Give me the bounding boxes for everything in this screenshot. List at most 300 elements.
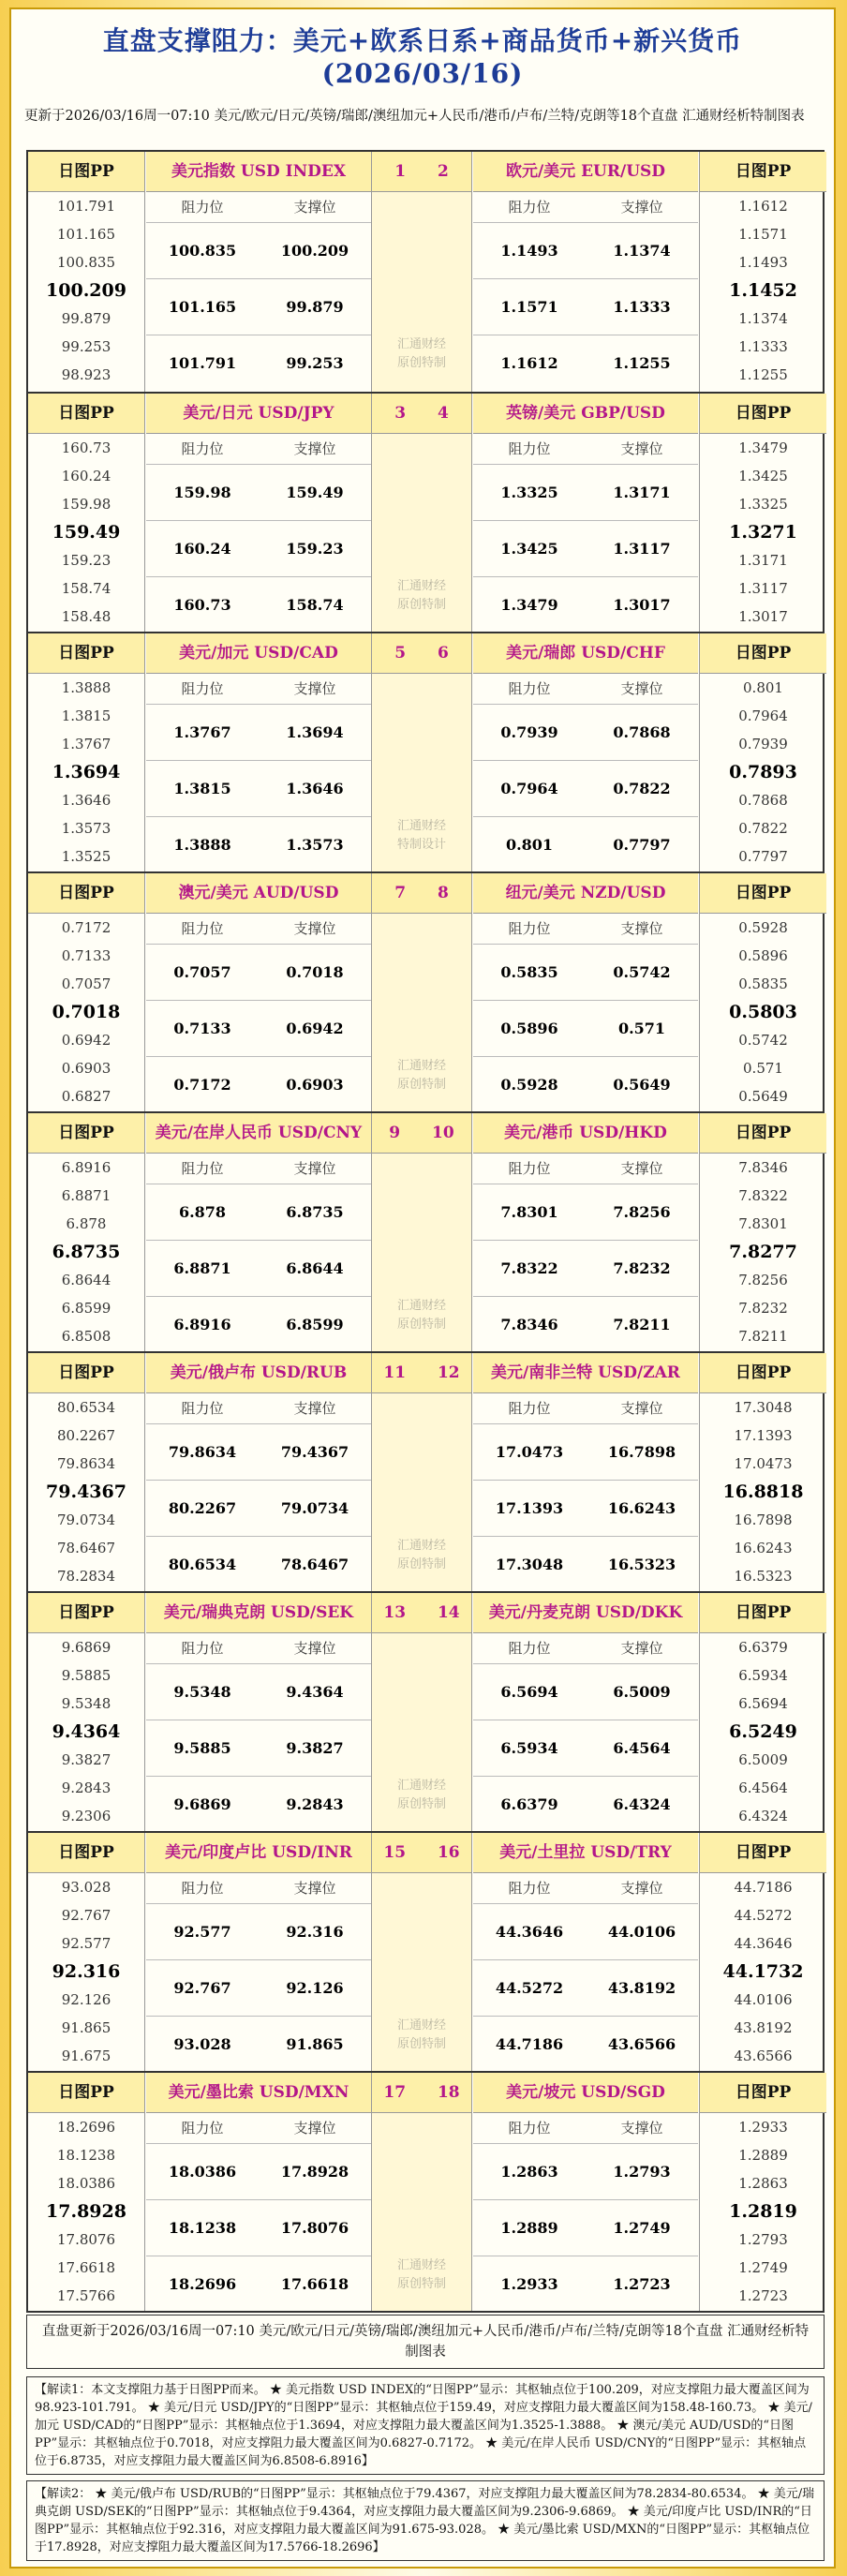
resistance-value: 18.2696 [168, 2275, 237, 2293]
support-value: 17.8076 [280, 2219, 349, 2237]
column-headers [146, 1393, 371, 1424]
pp-value: 91.865 [61, 2019, 111, 2036]
footer [26, 2315, 825, 2561]
pair-name: 美元/印度卢比 USD/INR [146, 1833, 371, 1873]
resistance-value: 1.2933 [500, 2275, 558, 2293]
pp-value: 1.3573 [61, 820, 111, 837]
pp-value: 1.2863 [738, 2175, 788, 2192]
pair-name: 美元/港币 USD/HKD [473, 1113, 698, 1154]
support-value: 17.8928 [280, 2163, 349, 2181]
pp-value: 101.791 [56, 198, 116, 215]
pp-value: 17.1393 [734, 1427, 793, 1444]
support-value: 79.0734 [280, 1499, 349, 1517]
support-value: 6.8644 [286, 1259, 344, 1277]
pair-table-right [473, 1833, 698, 2071]
pp-column-right [699, 152, 826, 392]
level-row [473, 705, 698, 761]
pp-value: 44.7186 [734, 1879, 793, 1896]
resistance-header: 阻力位 [508, 1160, 551, 1177]
level-row [146, 1241, 371, 1297]
pp-value: 0.6827 [61, 1088, 111, 1105]
support-value: 0.7822 [613, 780, 671, 797]
resistance-header: 阻力位 [508, 920, 551, 937]
pp-value: 1.1612 [738, 198, 788, 215]
level-row [473, 2256, 698, 2312]
level-row [146, 705, 371, 761]
block-number-right: 10 [432, 1124, 454, 1142]
pp-value: 9.2843 [61, 1779, 111, 1796]
support-value: 159.23 [286, 540, 344, 558]
pp-value: 1.1255 [738, 366, 788, 383]
pp-value: 43.8192 [734, 2019, 793, 2036]
pp-value: 0.7172 [61, 919, 111, 936]
level-row [146, 465, 371, 521]
pp-header: 日图PP [28, 1593, 144, 1633]
support-value: 0.7018 [286, 963, 344, 981]
pair-table-left [146, 394, 371, 632]
pair-name: 美元/瑞典克朗 USD/SEK [146, 1593, 371, 1633]
pp-value: 1.2889 [738, 2147, 788, 2164]
pp-value: 1.1571 [738, 226, 788, 243]
support-value: 0.5742 [613, 963, 671, 981]
level-row [473, 1664, 698, 1720]
pp-column-left [28, 394, 145, 632]
pair-table-left [146, 2073, 371, 2311]
column-headers [473, 1393, 698, 1424]
level-row [146, 1001, 371, 1057]
pp-column-left [28, 1113, 145, 1351]
support-header: 支撑位 [293, 440, 336, 457]
resistance-value: 1.3325 [500, 484, 558, 501]
support-value: 1.2749 [613, 2219, 671, 2237]
pp-value: 1.2749 [738, 2259, 788, 2276]
support-value: 7.8256 [613, 1203, 671, 1221]
resistance-value: 7.8322 [500, 1259, 558, 1277]
pp-value: 6.4564 [738, 1779, 788, 1796]
resistance-header: 阻力位 [181, 1640, 224, 1657]
pp-column-left [28, 2073, 145, 2311]
watermark: 汇通财经 原创特制 [396, 2258, 446, 2291]
support-header: 支撑位 [293, 199, 336, 216]
resistance-value: 6.5934 [500, 1739, 558, 1757]
block-numbers [372, 1113, 471, 1154]
support-header: 支撑位 [620, 1160, 663, 1177]
pair-block [28, 632, 823, 871]
page-title: 直盘支撑阻力：美元+欧系日系+商品货币+新兴货币(2026/03/16) [102, 25, 743, 89]
block-number-column [371, 1353, 472, 1591]
pp-value: 44.3646 [734, 1935, 793, 1952]
level-row [146, 1424, 371, 1481]
pp-column-left [28, 873, 145, 1111]
pp-value: 80.2267 [56, 1427, 116, 1444]
pp-value: 17.0473 [734, 1455, 793, 1472]
pp-value: 0.5649 [738, 1088, 788, 1105]
pair-table-left [146, 873, 371, 1111]
pair-name: 美元/加元 USD/CAD [146, 633, 371, 674]
resistance-value: 17.3048 [495, 1556, 564, 1573]
pp-value: 78.2834 [56, 1568, 116, 1585]
level-row [473, 577, 698, 633]
block-number-right: 4 [437, 404, 449, 423]
pp-value: 1.3815 [61, 707, 111, 724]
pp-value: 92.767 [61, 1907, 111, 1924]
block-number-left: 15 [383, 1843, 407, 1862]
pp-value: 7.8322 [738, 1187, 788, 1204]
pp-value: 9.2306 [61, 1808, 111, 1824]
level-row [146, 335, 371, 391]
column-headers [146, 1154, 371, 1184]
level-row [146, 1297, 371, 1352]
pp-value: 18.1238 [56, 2147, 116, 2164]
resistance-value: 160.24 [173, 540, 231, 558]
resistance-value: 160.73 [173, 596, 231, 614]
resistance-value: 6.6379 [500, 1795, 558, 1813]
pp-value: 98.923 [61, 366, 111, 383]
pair-block [28, 1831, 823, 2071]
pp-header: 日图PP [700, 1113, 826, 1154]
level-row [146, 1720, 371, 1777]
block-number-left: 7 [394, 884, 407, 902]
support-value: 16.5323 [607, 1556, 676, 1573]
pp-value: 17.6618 [56, 2259, 116, 2276]
level-row [473, 2017, 698, 2072]
level-row [473, 1241, 698, 1297]
support-header: 支撑位 [293, 1160, 336, 1177]
block-number-right: 18 [437, 2083, 460, 2102]
block-number-column [371, 1833, 472, 2071]
pp-value: 7.8346 [738, 1159, 788, 1176]
level-row [146, 1184, 371, 1241]
resistance-header: 阻力位 [508, 199, 551, 216]
support-header: 支撑位 [293, 920, 336, 937]
pp-column-right [699, 1833, 826, 2071]
watermark: 汇通财经 原创特制 [396, 1059, 446, 1092]
block-number-column [371, 633, 472, 871]
resistance-value: 93.028 [173, 2035, 231, 2053]
pp-value: 1.2793 [738, 2231, 788, 2248]
pair-block [28, 1591, 823, 1831]
support-value: 158.74 [286, 596, 344, 614]
pp-value: 1.3888 [61, 679, 111, 696]
support-value: 9.4364 [286, 1683, 344, 1701]
resistance-value: 44.3646 [495, 1923, 564, 1941]
pp-value: 79.0734 [56, 1511, 116, 1528]
support-header: 支撑位 [620, 440, 663, 457]
pp-header: 日图PP [28, 394, 144, 434]
pp-value: 92.126 [61, 1991, 111, 2008]
pp-value: 160.73 [61, 439, 111, 456]
pp-value: 44.5272 [734, 1907, 793, 1924]
block-number-left: 11 [383, 1363, 407, 1382]
pp-value: 0.5896 [738, 947, 788, 964]
pivot-value: 6.5249 [729, 1721, 797, 1742]
level-row [473, 1720, 698, 1777]
column-headers [473, 2113, 698, 2144]
resistance-value: 0.801 [505, 836, 554, 854]
pp-value: 7.8301 [738, 1215, 788, 1232]
level-row [146, 2144, 371, 2200]
pp-value: 159.23 [61, 552, 111, 569]
resistance-value: 0.7939 [500, 723, 558, 741]
pp-value: 80.6534 [56, 1399, 116, 1416]
support-value: 1.2793 [613, 2163, 671, 2181]
level-row [473, 1904, 698, 1960]
column-headers [146, 2113, 371, 2144]
pp-header: 日图PP [28, 2073, 144, 2113]
pp-header: 日图PP [28, 633, 144, 674]
support-value: 1.1333 [613, 298, 671, 316]
pair-table-left [146, 633, 371, 871]
support-value: 1.3017 [613, 596, 671, 614]
support-header: 支撑位 [293, 2120, 336, 2137]
support-value: 1.1255 [613, 354, 671, 372]
pp-value: 93.028 [61, 1879, 111, 1896]
pp-value: 0.7964 [738, 707, 788, 724]
column-headers [146, 1873, 371, 1904]
pp-value: 6.6379 [738, 1639, 788, 1656]
block-number-right: 12 [437, 1363, 460, 1382]
resistance-header: 阻力位 [508, 1880, 551, 1897]
pivot-value: 100.209 [46, 280, 126, 301]
support-value: 6.4324 [613, 1795, 671, 1813]
pp-value: 0.7868 [738, 792, 788, 809]
resistance-value: 7.8301 [500, 1203, 558, 1221]
resistance-header: 阻力位 [181, 1880, 224, 1897]
level-row [146, 761, 371, 817]
resistance-value: 18.0386 [168, 2163, 237, 2181]
pp-header: 日图PP [28, 1833, 144, 1873]
support-value: 17.6618 [280, 2275, 349, 2293]
pp-value: 6.5009 [738, 1751, 788, 1768]
level-row [473, 2144, 698, 2200]
pivot-value: 16.8818 [722, 1482, 804, 1502]
pp-value: 0.7797 [738, 848, 788, 865]
pp-value: 6.5934 [738, 1667, 788, 1684]
support-header: 支撑位 [293, 1640, 336, 1657]
pair-table-left [146, 1113, 371, 1351]
resistance-value: 9.5885 [173, 1739, 231, 1757]
level-row [473, 1537, 698, 1592]
support-value: 43.6566 [607, 2035, 676, 2053]
level-row [473, 1960, 698, 2017]
pair-table-right [473, 152, 698, 392]
pp-value: 0.5742 [738, 1032, 788, 1049]
support-value: 91.865 [286, 2035, 344, 2053]
support-header: 支撑位 [620, 2120, 663, 2137]
pp-value: 100.835 [56, 254, 116, 271]
resistance-header: 阻力位 [181, 680, 224, 697]
resistance-header: 阻力位 [508, 2120, 551, 2137]
pp-value: 9.5885 [61, 1667, 111, 1684]
pp-value: 16.7898 [734, 1511, 793, 1528]
support-value: 1.3694 [286, 723, 344, 741]
pp-value: 6.878 [66, 1215, 107, 1232]
pair-table-left [146, 1833, 371, 2071]
pp-header: 日图PP [28, 873, 144, 914]
pp-value: 44.0106 [734, 1991, 793, 2008]
footer-note-2: 【解读2： ★ 美元/俄卢布 USD/RUB的“日图PP”显示：其枢轴点位于79.4367，对应支撑阻力最大覆盖区间为78.2834-80.6534。 ★ 美元/瑞典克朗 USD/SEK的“日图PP”显示：其枢轴点位于9.4364，对应支撑阻力最大覆盖区间为9.2306-9.6869。 ★ 美元/印度卢比 USD/INR的“日图PP”显示：其枢轴点位于92.316，对应支撑阻力最大覆盖区间为91.675-93.028。 ★ 美元/墨比索 USD/MXN的“日图PP”显示：其枢轴点位于17.8928，对应支撑阻力最大覆盖区间为17.5766-18.2696】 [26, 2480, 825, 2561]
resistance-value: 9.6869 [173, 1795, 231, 1813]
column-headers [146, 674, 371, 705]
pp-value: 7.8256 [738, 1272, 788, 1288]
support-header: 支撑位 [620, 1880, 663, 1897]
pivot-value: 17.8928 [46, 2201, 126, 2222]
level-row [146, 817, 371, 872]
support-value: 16.7898 [607, 1443, 676, 1461]
resistance-header: 阻力位 [508, 680, 551, 697]
level-row [473, 817, 698, 872]
column-headers [146, 434, 371, 465]
pair-name: 美元/丹麦克朗 USD/DKK [473, 1593, 698, 1633]
pp-value: 17.3048 [734, 1399, 793, 1416]
pp-value: 43.6566 [734, 2047, 793, 2064]
support-value: 9.2843 [286, 1795, 344, 1813]
resistance-value: 18.1238 [168, 2219, 237, 2237]
pp-column-left [28, 633, 145, 871]
block-number-left: 3 [394, 404, 407, 423]
resistance-value: 1.3425 [500, 540, 558, 558]
pp-value: 1.2933 [738, 2119, 788, 2136]
watermark: 汇通财经 原创特制 [396, 1779, 446, 1811]
support-value: 6.4564 [613, 1739, 671, 1757]
resistance-value: 1.1571 [500, 298, 558, 316]
support-value: 0.7797 [613, 836, 671, 854]
pp-header: 日图PP [28, 1113, 144, 1154]
resistance-value: 0.7964 [500, 780, 558, 797]
resistance-header: 阻力位 [181, 1400, 224, 1417]
support-header: 支撑位 [293, 680, 336, 697]
block-number-right: 6 [437, 644, 449, 663]
pair-block [28, 2071, 823, 2311]
support-value: 7.8232 [613, 1259, 671, 1277]
pp-header: 日图PP [28, 152, 144, 192]
pp-value: 6.8508 [61, 1328, 111, 1345]
resistance-header: 阻力位 [181, 920, 224, 937]
support-value: 78.6467 [280, 1556, 349, 1573]
pp-value: 158.74 [61, 580, 111, 597]
pair-block [28, 392, 823, 632]
support-value: 92.126 [286, 1979, 344, 1997]
support-header: 支撑位 [620, 680, 663, 697]
resistance-value: 44.5272 [495, 1979, 564, 1997]
pair-block [28, 1111, 823, 1351]
support-value: 0.6903 [286, 1076, 344, 1094]
resistance-value: 79.8634 [168, 1443, 237, 1461]
support-value: 1.3573 [286, 836, 344, 854]
pp-value: 7.8211 [738, 1328, 788, 1345]
pp-value: 18.2696 [56, 2119, 116, 2136]
pair-block [28, 152, 823, 392]
pp-value: 0.7939 [738, 736, 788, 752]
resistance-header: 阻力位 [181, 2120, 224, 2137]
resistance-header: 阻力位 [508, 1640, 551, 1657]
pp-column-left [28, 1353, 145, 1591]
support-value: 79.4367 [280, 1443, 349, 1461]
pp-value: 0.6942 [61, 1032, 111, 1049]
support-value: 0.7868 [613, 723, 671, 741]
pp-value: 9.3827 [61, 1751, 111, 1768]
support-value: 43.8192 [607, 1979, 676, 1997]
support-value: 7.8211 [613, 1316, 671, 1333]
pp-value: 0.801 [743, 679, 783, 696]
support-header: 支撑位 [620, 1400, 663, 1417]
resistance-header: 阻力位 [508, 440, 551, 457]
support-value: 1.3171 [613, 484, 671, 501]
pp-value: 1.1333 [738, 338, 788, 355]
level-row [473, 1777, 698, 1832]
block-number-left: 5 [394, 644, 407, 663]
resistance-value: 80.6534 [168, 1556, 237, 1573]
pivot-value: 0.5803 [729, 1002, 797, 1022]
resistance-value: 7.8346 [500, 1316, 558, 1333]
support-value: 6.5009 [613, 1683, 671, 1701]
pp-value: 160.24 [61, 468, 111, 484]
resistance-header: 阻力位 [508, 1400, 551, 1417]
pp-column-left [28, 152, 145, 392]
level-row [473, 1001, 698, 1057]
pp-value: 78.6467 [56, 1540, 116, 1556]
pp-value: 1.3017 [738, 608, 788, 625]
pp-value: 6.8916 [61, 1159, 111, 1176]
resistance-value: 9.5348 [173, 1683, 231, 1701]
support-value: 1.1374 [613, 242, 671, 260]
block-number-column [371, 152, 472, 392]
page-subtitle: 更新于2026/03/16周一07:10 美元/欧元/日元/英镑/瑞郎/澳纽加元+人民币/港币/卢布/兰特/克朗等18个直盘 汇通财经析特制图表 [24, 109, 805, 124]
pair-name: 美元/在岸人民币 USD/CNY [146, 1113, 371, 1154]
pp-header: 日图PP [700, 873, 826, 914]
pp-value: 1.3325 [738, 496, 788, 513]
watermark: 汇通财经 原创特制 [396, 1539, 446, 1571]
watermark: 汇通财经 原创特制 [396, 2018, 446, 2051]
level-row [146, 521, 371, 577]
pp-column-right [699, 873, 826, 1111]
level-row [146, 2017, 371, 2072]
pp-value: 91.675 [61, 2047, 111, 2064]
resistance-value: 1.3888 [173, 836, 231, 854]
pp-value: 1.3117 [738, 580, 788, 597]
pp-column-right [699, 1113, 826, 1351]
resistance-value: 1.1612 [500, 354, 558, 372]
block-number-right: 2 [437, 162, 449, 181]
resistance-value: 6.8871 [173, 1259, 231, 1277]
pivot-value: 44.1732 [722, 1961, 804, 1982]
resistance-value: 0.5928 [500, 1076, 558, 1094]
block-number-column [371, 2073, 472, 2311]
support-value: 1.2723 [613, 2275, 671, 2293]
resistance-value: 17.1393 [495, 1499, 564, 1517]
pivot-value: 7.8277 [729, 1242, 797, 1262]
pair-table-right [473, 633, 698, 871]
block-number-column [371, 1113, 472, 1351]
block-numbers [372, 2073, 471, 2113]
support-value: 100.209 [280, 242, 349, 260]
level-row [473, 1297, 698, 1352]
pair-table-right [473, 1593, 698, 1831]
resistance-value: 159.98 [173, 484, 231, 501]
pp-value: 6.8599 [61, 1300, 111, 1317]
resistance-value: 0.5835 [500, 963, 558, 981]
block-number-column [371, 394, 472, 632]
column-headers [146, 192, 371, 223]
level-row [473, 223, 698, 279]
pp-value: 0.7822 [738, 820, 788, 837]
pair-table-right [473, 873, 698, 1111]
resistance-value: 101.791 [168, 354, 237, 372]
resistance-value: 0.7172 [173, 1076, 231, 1094]
pp-value: 1.3425 [738, 468, 788, 484]
block-numbers [372, 1833, 471, 1873]
pp-value: 9.5348 [61, 1695, 111, 1712]
